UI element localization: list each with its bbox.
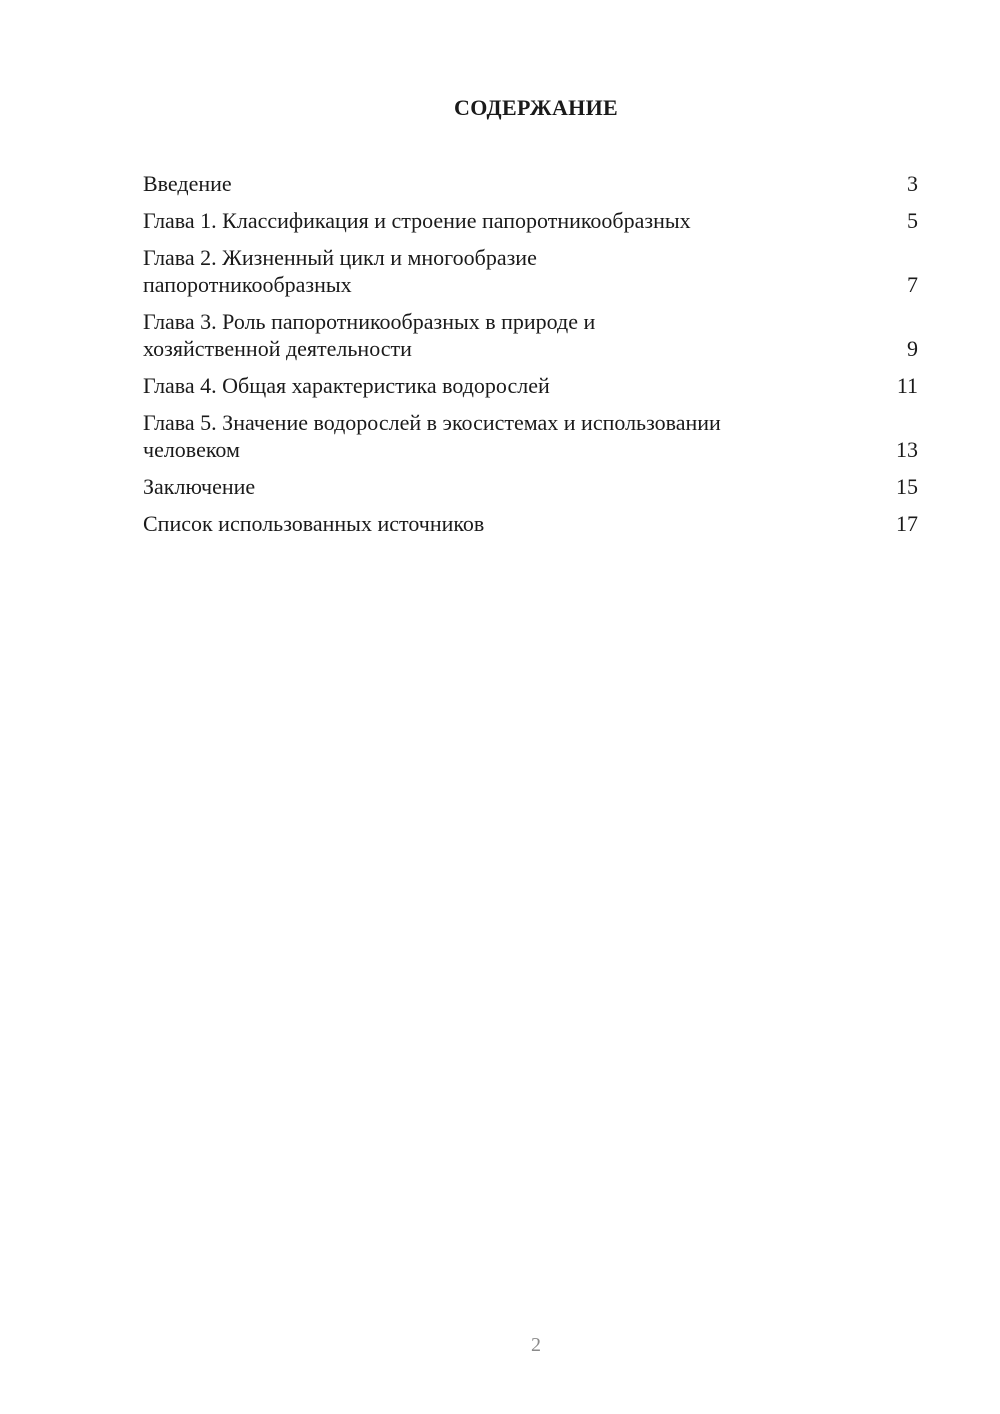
toc-entry-line: Глава 4. Общая характеристика водорослей [143, 373, 550, 398]
toc-entry-line: Глава 5. Значение водорослей в экосистемах и использовании [143, 410, 721, 435]
toc-entry-line: Глава 2. Жизненный цикл и многообразие [143, 245, 537, 270]
toc-entry-page: 7 [907, 272, 918, 297]
toc-entry-line: Список использованных источников [143, 511, 485, 536]
page-number: 2 [531, 1334, 541, 1356]
toc-entry-page: 15 [896, 474, 918, 499]
toc-entry-title [143, 207, 907, 234]
toc-entry-title [143, 170, 907, 197]
toc-entry-page: 5 [907, 208, 918, 233]
toc-entry-line: человеком [143, 437, 240, 462]
toc-entry-line: Введение [143, 171, 232, 196]
toc-entry-line: Заключение [143, 474, 256, 499]
toc-entry-page: 13 [896, 437, 918, 462]
toc-entry-line: Глава 1. Классификация и строение папоротникообразных [143, 208, 691, 233]
toc-entry [143, 473, 918, 500]
toc-entry-line: папоротникообразных [143, 272, 352, 297]
toc-entry-page: 9 [907, 336, 918, 361]
toc-entry-page: 17 [896, 511, 918, 536]
toc-entry [143, 244, 918, 298]
toc-entry-page: 3 [907, 171, 918, 196]
toc-entry [143, 207, 918, 234]
table-of-contents [143, 170, 918, 547]
toc-entry [143, 372, 918, 399]
toc-entry-title [143, 409, 896, 463]
toc-entry-title [143, 244, 907, 298]
toc-entry [143, 170, 918, 197]
toc-entry-title [143, 372, 897, 399]
toc-title: СОДЕРЖАНИЕ [454, 95, 618, 120]
toc-entry-title [143, 473, 896, 500]
toc-entry [143, 308, 918, 362]
toc-entry-page: 11 [896, 373, 918, 398]
toc-entry-title [143, 308, 907, 362]
toc-entry-line: хозяйственной деятельности [143, 336, 412, 361]
toc-entry-title [143, 510, 896, 537]
toc-entry [143, 409, 918, 463]
toc-entry-line: Глава 3. Роль папоротникообразных в природе и [143, 309, 596, 334]
toc-entry [143, 510, 918, 537]
